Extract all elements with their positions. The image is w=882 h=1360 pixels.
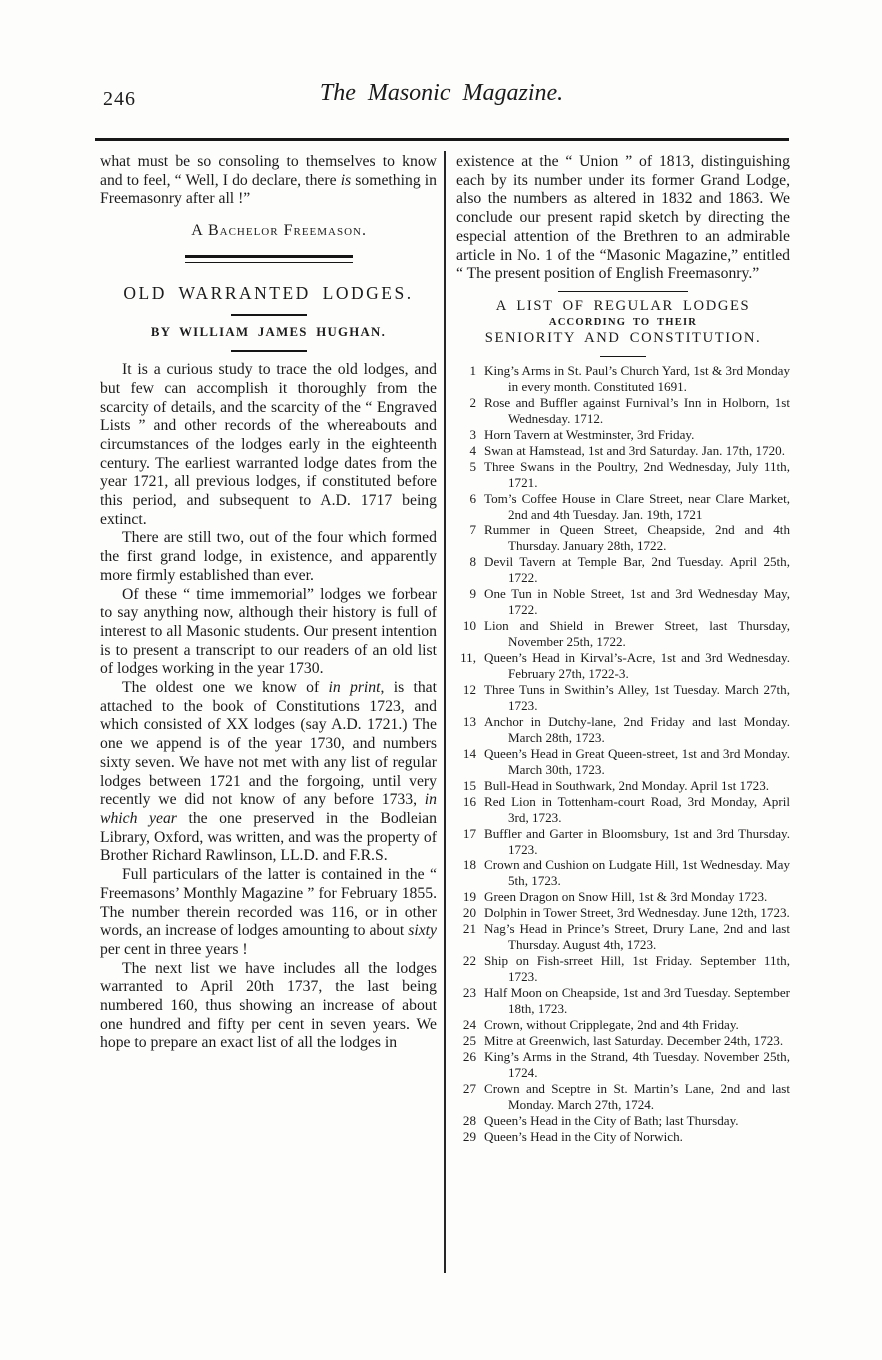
lodge-text: Ship on Fish-srreet Hill, 1st Friday. September 11th, 1723.: [484, 953, 790, 985]
lodge-number: 19: [462, 889, 476, 905]
lodge-number: 3: [469, 426, 476, 442]
lodge-list-item: [456, 586, 790, 618]
lodge-list-item: [456, 826, 790, 858]
lodge-text: Green Dragon on Snow Hill, 1st & 3rd Monday 1723.: [484, 889, 768, 905]
lodge-list-item: [456, 857, 790, 889]
lodge-number: 7: [469, 522, 476, 538]
lodge-number: 23: [462, 985, 476, 1001]
lodge-list-item: [456, 921, 790, 953]
header-rule: [95, 138, 789, 141]
list-header-line2: ACCORDING TO THEIR: [548, 316, 698, 328]
article-paragraph-1: It is a curious study to trace the old lodges, and but few can accomplish it thoroughly from the scarcity of details, and the scarcity of the “ Engraved Lists ” and other records of the whereabouts and circumstances of the lodges early in the eighteenth century. The earliest warranted lodge dates from the year 1721, all previous lodges, if constituted before this period, and subsequent to A.D. 1717 being extinct.: [100, 361, 437, 528]
lodge-text: Rose and Buffler against Furnival’s Inn in Holborn, 1st Wednesday. 1712.: [484, 394, 790, 426]
lodge-number: 24: [462, 1017, 476, 1032]
lodge-text: Crown and Cushion on Ludgate Hill, 1st Wednesday. May 5th, 1723.: [484, 857, 790, 889]
lodge-number: 13: [462, 713, 476, 729]
lodge-text: Crown and Sceptre in St. Martin’s Lane, 2nd and last Monday. March 27th, 1724.: [484, 1080, 790, 1112]
article-byline: BY WILLIAM JAMES HUGHAN.: [150, 325, 387, 340]
right-column: [456, 153, 790, 1145]
lodge-number: 11,: [460, 650, 476, 666]
column-divider: [444, 151, 446, 1273]
lodge-list-item: [456, 905, 790, 921]
section-divider: [185, 255, 353, 263]
lodge-list-item: [456, 650, 790, 682]
lodge-list-item: [456, 443, 790, 459]
lodge-text: Queen’s Head in Great Queen-street, 1st and 3rd Monday. March 30th, 1723.: [484, 745, 790, 777]
page-title: The Masonic Magazine.: [319, 80, 564, 106]
lodge-list-item: [456, 1033, 790, 1049]
lodge-text: Rummer in Queen Street, Cheapside, 2nd and 4th Thursday. January 28th, 1722.: [484, 522, 790, 554]
lodge-text: One Tun in Noble Street, 1st and 3rd Wednesday May, 1722.: [484, 586, 790, 618]
title-rule: [231, 314, 307, 316]
lodge-text: Three Swans in the Poultry, 2nd Wednesday, July 11th, 1721.: [484, 458, 790, 490]
lodge-list-item: [456, 522, 790, 554]
lodge-list-item: [456, 953, 790, 985]
lodge-list-item: [456, 1049, 790, 1081]
lodge-number: 17: [462, 825, 476, 841]
lodge-text: Horn Tavern at Westminster, 3rd Friday.: [484, 426, 695, 442]
lodge-list-item: [456, 618, 790, 650]
lodge-number: 28: [462, 1112, 476, 1128]
lodge-text: Queen’s Head in Kirval’s-Acre, 1st and 3rd Wednesday. February 27th, 1722-3.: [484, 650, 790, 682]
lodge-text: Queen’s Head in the City of Bath; last Thursday.: [484, 1112, 739, 1128]
article-paragraph-4: The oldest one we know of in print, is that attached to the book of Constitutions 1723, and which consisted of XX lodges (say A.D. 1721.) The one we append is of the year 1730, and numbers sixty seven. We have not met with any list of regular lodges between 1721 and the forgoing, until very recently we did not know of any before 1733, in which year the one preserved in the Bodleian Library, Oxford, was written, and was the property of Brother Richard Rawlinson, LL.D. and F.R.S.: [100, 679, 437, 865]
lodge-text: Devil Tavern at Temple Bar, 2nd Tuesday. April 25th, 1722.: [484, 554, 790, 586]
lodge-number: 1: [469, 362, 476, 378]
lodge-list-item: [456, 1017, 790, 1033]
byline-rule: [231, 350, 307, 352]
lodge-text: Bull-Head in Southwark, 2nd Monday. April 1st 1723.: [484, 777, 770, 793]
lodge-number: 26: [462, 1048, 476, 1064]
article-paragraph-6: The next list we have includes all the lodges warranted to April 20th 1737, the last being numbered 160, thus showing an increase of about one hundred and fifty per cent in seven years. We hope to prepare an exact list of all the lodges in: [100, 959, 437, 1052]
lodge-number: 18: [462, 857, 476, 873]
lodge-number: 10: [462, 618, 476, 634]
lodge-number: 27: [462, 1080, 476, 1096]
lodge-text: Anchor in Dutchy-lane, 2nd Friday and last Monday. March 28th, 1723.: [484, 713, 790, 745]
lodge-number: 5: [469, 458, 476, 474]
lodge-text: Crown, without Cripplegate, 2nd and 4th Friday.: [484, 1017, 739, 1032]
lodge-number: 2: [469, 394, 476, 410]
lodge-number: 12: [462, 681, 476, 697]
lodge-text: Mitre at Greenwich, last Saturday. December 24th, 1723.: [484, 1032, 784, 1048]
article-title: OLD WARRANTED LODGES.: [123, 283, 414, 304]
lodge-text: King’s Arms in St. Paul’s Church Yard, 1st & 3rd Monday in every month. Constituted 1691.: [484, 362, 790, 394]
article-paragraph-5: Full particulars of the latter is contained in the “ Freemasons’ Monthly Magazine ” for February 1855. The number therein recorded was 116, or in other words, an increase of lodges amounting to about sixty per cent in three years !: [100, 866, 437, 958]
lodge-number: 6: [469, 490, 476, 506]
lodge-number: 9: [469, 586, 476, 602]
lodge-list-item: [456, 778, 790, 794]
lodge-list-item: [456, 794, 790, 826]
lodge-list-item: [456, 985, 790, 1017]
lodge-number: 16: [462, 793, 476, 809]
lodge-number: 25: [462, 1032, 476, 1048]
lodge-text: Queen’s Head in the City of Norwich.: [484, 1128, 683, 1144]
lodge-number: 14: [462, 745, 476, 761]
left-column: [100, 153, 437, 1053]
signature: A Bachelor Freemason.: [191, 222, 367, 240]
article-paragraph-3: Of these “ time immemorial” lodges we forbear to say anything now, although their history is full of interest to all Masonic students. Our present intention is to present a transcript to our readers of an old list of lodges working in the year 1730.: [100, 585, 437, 678]
lodge-text: Tom’s Coffee House in Clare Street, near Clare Market, 2nd and 4th Tuesday. Jan. 19th, 1721: [484, 490, 790, 522]
lodge-text: Lion and Shield in Brewer Street, last Thursday, November 25th, 1722.: [484, 618, 790, 650]
lodge-number: 29: [462, 1128, 476, 1144]
page-header: [95, 78, 788, 124]
lodge-text: Dolphin in Tower Street, 3rd Wednesday. June 12th, 1723.: [484, 905, 790, 921]
lodge-list-item: [456, 746, 790, 778]
lodge-text: Nag’s Head in Prince’s Street, Drury Lane, 2nd and last Thursday. August 4th, 1723.: [484, 921, 790, 953]
lodge-list-item: [456, 427, 790, 443]
opening-paragraph: what must be so consoling to themselves to know and to feel, “ Well, I do declare, there is something in Freemasonry after all !”: [100, 153, 437, 208]
lodge-list-item: [456, 889, 790, 905]
list-header-line1: A LIST OF REGULAR LODGES: [495, 297, 751, 314]
lodge-number: 21: [462, 921, 476, 937]
lodge-number: 22: [462, 953, 476, 969]
lodge-list-item: [456, 1129, 790, 1145]
lodge-list-item: [456, 554, 790, 586]
article-body: [100, 361, 437, 1053]
continuation-paragraph: existence at the “ Union ” of 1813, distinguishing each by its number under its former Grand Lodge, also the numbers as altered in 1832 and 1863. We conclude our present rapid sketch by directing the especial attention of the Brethren to an admirable article in No. 1 of the “Masonic Magazine,” entitled “ The present position of English Freemasonry.”: [456, 153, 790, 283]
lodge-text: King’s Arms in the Strand, 4th Tuesday. November 25th, 1724.: [484, 1048, 790, 1080]
lodge-text: Three Tuns in Swithin’s Alley, 1st Tuesday. March 27th, 1723.: [484, 681, 790, 713]
lodge-list-item: [456, 491, 790, 523]
list-top-rule: [558, 291, 688, 292]
lodge-list-item: [456, 682, 790, 714]
page-number: 246: [103, 88, 136, 110]
lodge-text: Buffler and Garter in Bloomsbury, 1st and 3rd Thursday. 1723.: [484, 825, 790, 857]
article-paragraph-2: There are still two, out of the four which formed the first grand lodge, in existence, and apparently more firmly established than ever.: [100, 529, 437, 584]
lodge-list: [456, 363, 790, 1145]
lodge-text: Red Lion in Tottenham-court Road, 3rd Monday, April 3rd, 1723.: [484, 793, 790, 825]
list-header-rule: [600, 356, 646, 357]
lodge-number: 20: [462, 905, 476, 921]
lodge-number: 15: [462, 777, 476, 793]
list-header-line3: SENIORITY AND CONSTITUTION.: [484, 329, 762, 346]
lodge-number: 4: [469, 442, 476, 458]
lodge-text: Swan at Hamstead, 1st and 3rd Saturday. Jan. 17th, 1720.: [484, 442, 785, 458]
lodge-list-item: [456, 395, 790, 427]
list-header: [456, 297, 790, 348]
lodge-text: Half Moon on Cheapside, 1st and 3rd Tuesday. September 18th, 1723.: [484, 985, 790, 1017]
lodge-list-item: [456, 714, 790, 746]
lodge-list-item: [456, 459, 790, 491]
lodge-number: 8: [469, 554, 476, 570]
lodge-list-item: [456, 363, 790, 395]
lodge-list-item: [456, 1081, 790, 1113]
lodge-list-item: [456, 1113, 790, 1129]
